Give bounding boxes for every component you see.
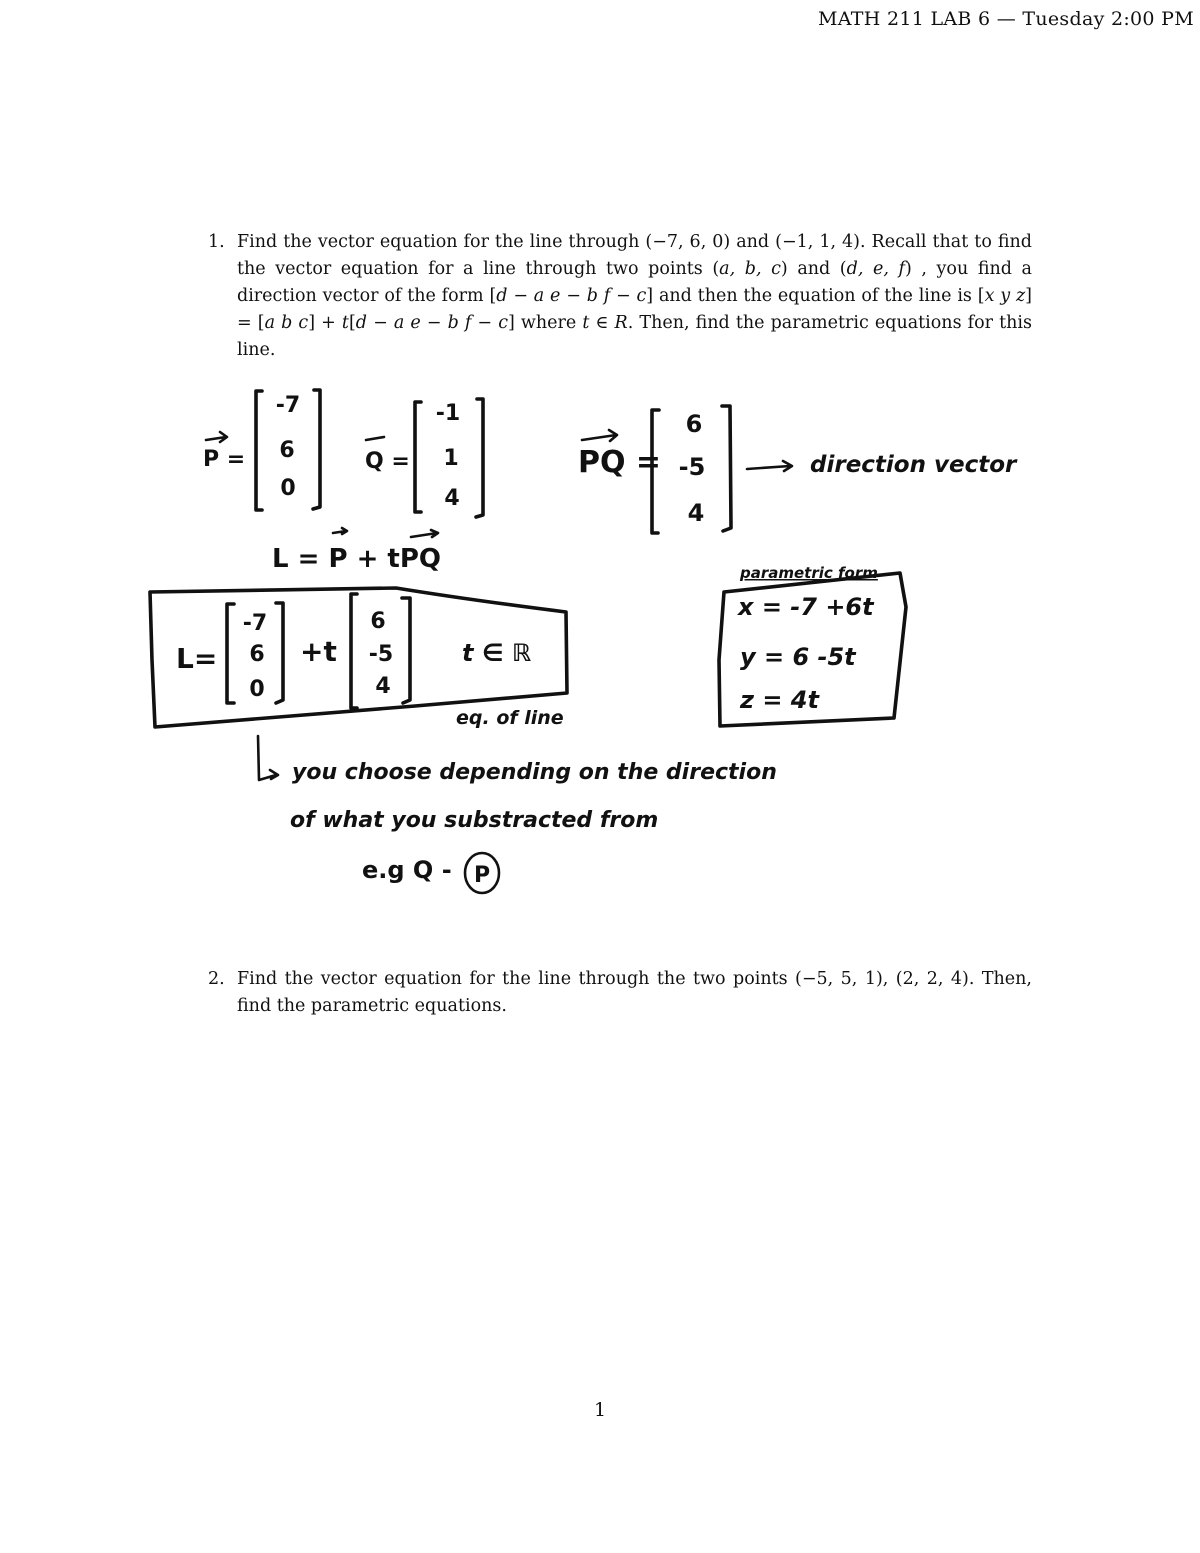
problem-2	[208, 966, 1032, 1020]
p-label: P =	[203, 447, 246, 472]
note-line-3: e.g Q -	[362, 856, 452, 884]
q-entry-2: 1	[443, 446, 459, 471]
right-bracket-icon	[722, 406, 731, 531]
left-bracket-icon	[256, 391, 262, 510]
note-circled-letter: P	[473, 863, 491, 888]
q-label: Q =	[365, 449, 410, 474]
right-bracket-icon	[313, 390, 320, 509]
parametric-box	[719, 564, 906, 726]
plus-t: +t	[300, 635, 337, 668]
problem-1-number: 1.	[208, 232, 225, 252]
eq-of-line-note: eq. of line	[456, 707, 564, 729]
line-formula: L = P + tPQ	[272, 544, 441, 574]
pq-label: PQ =	[578, 445, 662, 480]
line-equation-box	[150, 588, 567, 729]
boxed-direction-1: 6	[370, 609, 386, 634]
boxed-l-label: L=	[176, 642, 218, 675]
vector-arrow-icon	[411, 530, 438, 537]
boxed-direction-3: 4	[375, 674, 391, 699]
parametric-z: z = 4t	[740, 686, 819, 714]
p-entry-1: -7	[275, 393, 301, 418]
problem-1-text: Find the vector equation for the line through (−7, 6, 0) and (−1, 1, 4). Recall that to find the vector equation for a line through two points (a, b, c) and (d, e, f) , you find a direction vector of the form [d − a e − b f − c] and then the equation of the line is [x y z] = [a b c] + t[d − a e − b f − c] where t ∈ R. Then, find the parametric equations for this line.	[237, 232, 1033, 360]
parametric-y: y = 6 -5t	[740, 643, 856, 671]
pq-vector	[578, 406, 1018, 533]
p-entry-2: 6	[279, 438, 295, 463]
q-entry-3: 4	[444, 486, 460, 511]
p-entry-3: 0	[280, 476, 296, 501]
right-bracket-icon	[476, 399, 483, 517]
right-bracket-icon	[276, 603, 283, 703]
vector-arrow-icon	[333, 528, 347, 534]
left-bracket-icon	[227, 604, 234, 703]
boxed-point-1: -7	[242, 611, 268, 636]
pq-entry-1: 6	[685, 410, 703, 438]
note-line-1: you choose depending on the direction	[292, 760, 777, 785]
left-bracket-icon	[351, 594, 357, 708]
pq-entry-3: 4	[687, 499, 705, 527]
q-entry-1: -1	[435, 401, 461, 426]
vector-arrow-icon	[206, 432, 227, 442]
arrow-right-icon	[747, 461, 792, 471]
p-vector	[203, 390, 320, 510]
boxed-point-3: 0	[249, 677, 265, 702]
parametric-title: parametric form	[740, 564, 878, 582]
vector-arrow-icon	[366, 437, 384, 440]
direction-vector-note: direction vector	[810, 452, 1017, 478]
left-bracket-icon	[415, 402, 421, 512]
boxed-point-2: 6	[249, 642, 265, 667]
vector-arrow-icon	[582, 430, 617, 441]
pq-entry-2: -5	[678, 453, 706, 481]
page-number: 1	[593, 1399, 607, 1421]
right-bracket-icon	[402, 598, 410, 703]
boxed-direction-2: -5	[368, 642, 394, 667]
parametric-x: x = -7 +6t	[738, 593, 874, 621]
problem-2-text: Find the vector equation for the line through the two points (−5, 5, 1), (2, 2, 4). Then, find the parametric equations.	[237, 969, 1032, 1016]
direction-note	[258, 736, 777, 893]
q-vector	[365, 399, 483, 517]
arrow-hook-icon	[258, 736, 278, 780]
page-header: MATH 211 LAB 6 — Tuesday 2:00 PM	[818, 8, 1194, 30]
t-in-r: t ∈ ℝ	[462, 639, 531, 667]
note-line-2: of what you substracted from	[290, 808, 659, 833]
problem-2-number: 2.	[208, 969, 225, 989]
